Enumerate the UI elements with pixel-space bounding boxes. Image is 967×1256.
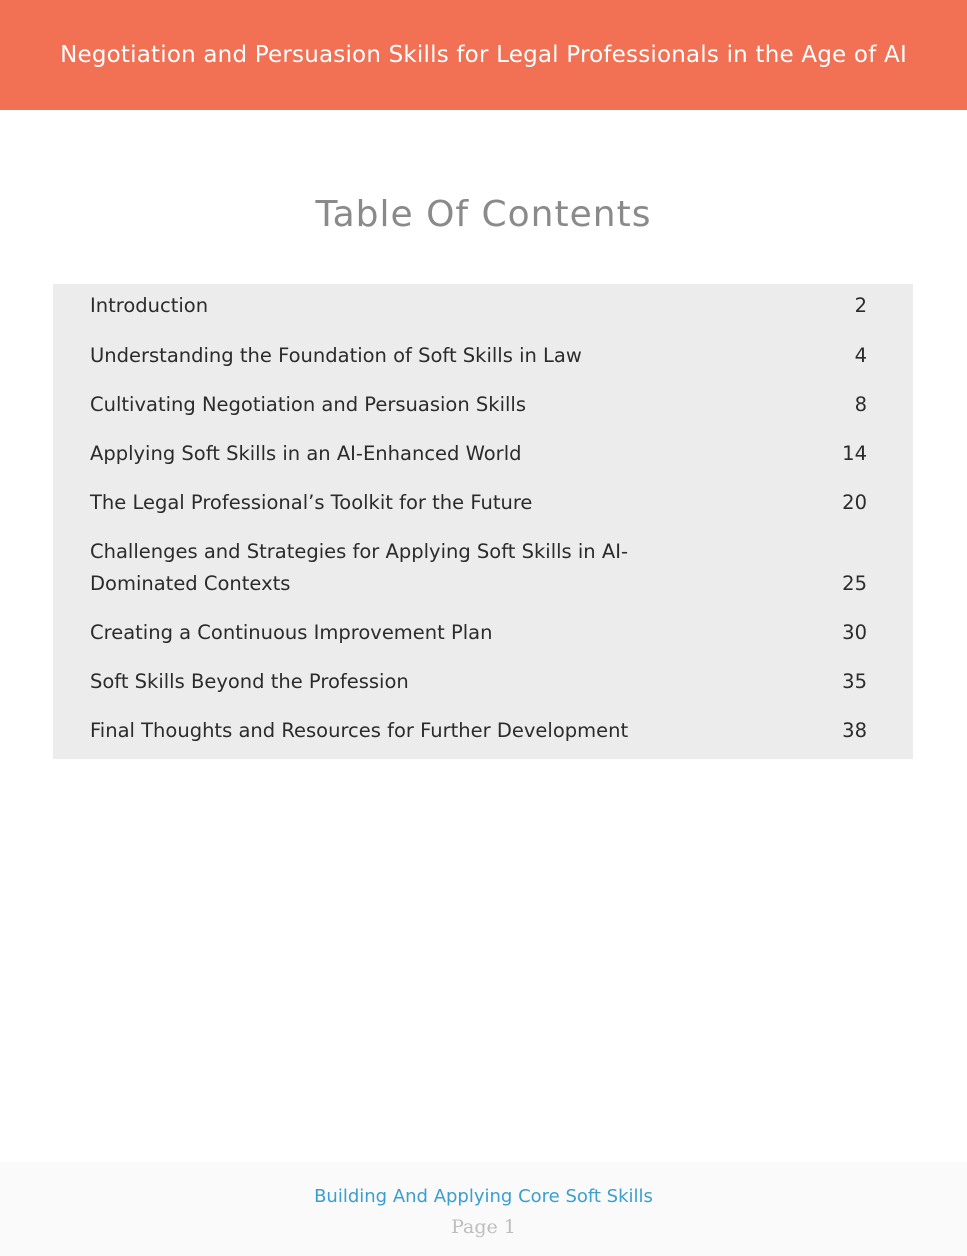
document-title: Negotiation and Persuasion Skills for Legal Professionals in the Age of AI — [60, 42, 907, 68]
toc-entry-title: The Legal Professional’s Toolkit for the Future — [90, 491, 533, 514]
table-of-contents — [53, 284, 913, 759]
toc-entry-page: 38 — [842, 719, 867, 742]
toc-entry-title: Challenges and Strategies for Applying Soft Skills in AI-Dominated Contexts — [90, 540, 628, 595]
toc-entry-title: Cultivating Negotiation and Persuasion Skills — [90, 393, 526, 416]
toc-entry-introduction[interactable] — [90, 290, 867, 322]
toc-entry-page: 25 — [842, 572, 867, 595]
toc-entry-page: 2 — [854, 294, 867, 317]
toc-entry-cultivating[interactable] — [90, 389, 867, 421]
toc-entry-page: 20 — [842, 491, 867, 514]
toc-entry-toolkit[interactable] — [90, 487, 867, 519]
toc-entry-page: 30 — [842, 621, 867, 644]
footer-title: Building And Applying Core Soft Skills — [314, 1186, 653, 1207]
toc-entry-page: 4 — [854, 344, 867, 367]
toc-entry-page: 35 — [842, 670, 867, 693]
toc-entry-beyond-profession[interactable] — [90, 666, 867, 698]
toc-entry-challenges[interactable] — [90, 536, 867, 600]
toc-entry-final-thoughts[interactable] — [90, 715, 867, 747]
toc-entry-title: Understanding the Foundation of Soft Skills in Law — [90, 344, 582, 367]
toc-entry-title: Applying Soft Skills in an AI-Enhanced World — [90, 442, 522, 465]
toc-entry-page: 8 — [854, 393, 867, 416]
header-bar — [0, 0, 967, 110]
toc-entry-title: Introduction — [90, 294, 209, 317]
toc-entry-improvement-plan[interactable] — [90, 617, 867, 649]
page-number: Page 1 — [451, 1216, 516, 1238]
page-footer — [0, 1162, 967, 1256]
toc-entry-title: Creating a Continuous Improvement Plan — [90, 621, 493, 644]
toc-entry-title: Soft Skills Beyond the Profession — [90, 670, 409, 693]
toc-entry-title: Final Thoughts and Resources for Further Development — [90, 719, 629, 742]
toc-entry-ai-enhanced[interactable] — [90, 438, 867, 470]
toc-entry-page: 14 — [842, 442, 867, 465]
toc-heading: Table Of Contents — [315, 194, 652, 235]
toc-entry-foundation[interactable] — [90, 340, 867, 372]
